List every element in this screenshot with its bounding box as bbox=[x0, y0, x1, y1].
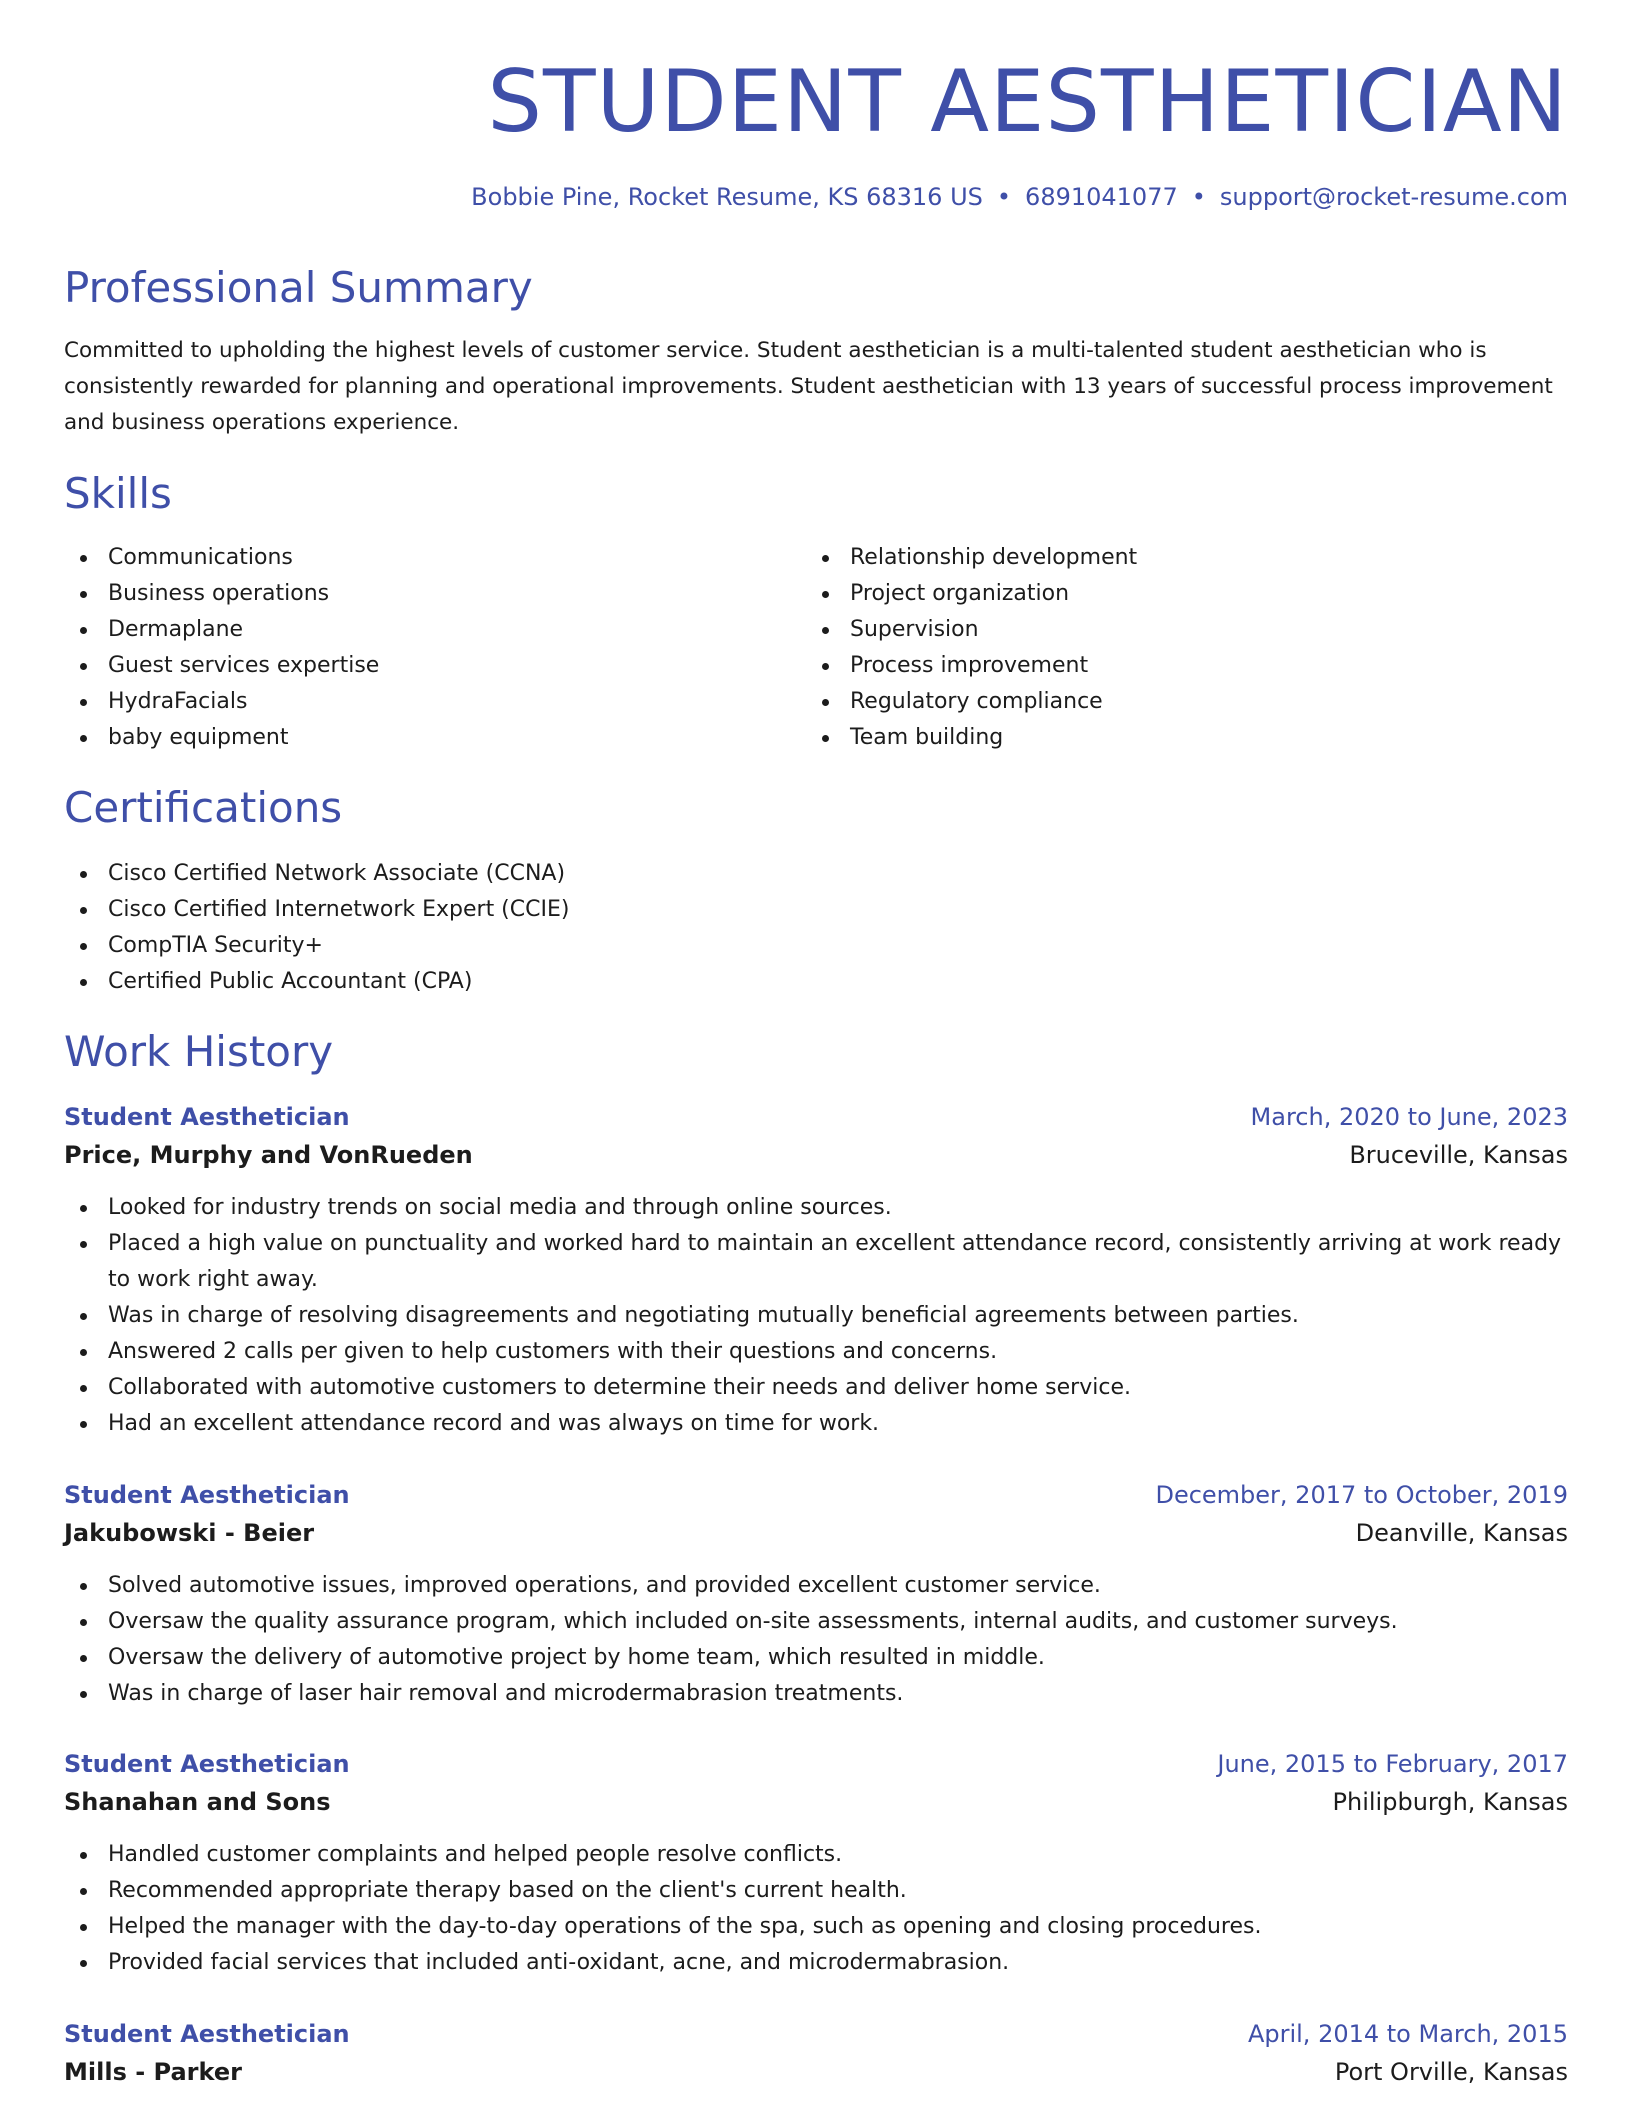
skill-item: Guest services expertise bbox=[64, 648, 764, 684]
job-title: Student Aesthetician bbox=[64, 2020, 350, 2048]
job-location: Bruceville, Kansas bbox=[1349, 1141, 1568, 1169]
job-duties-list bbox=[64, 1837, 1568, 1981]
job-dates: March, 2020 to June, 2023 bbox=[1250, 1103, 1568, 1131]
skills-heading: Skills bbox=[64, 469, 172, 518]
job-dates: June, 2015 to February, 2017 bbox=[1217, 1750, 1568, 1778]
job-title: Student Aesthetician bbox=[64, 1750, 350, 1778]
job-duty: Solved automotive issues, improved operations, and provided excellent customer service. bbox=[64, 1568, 1568, 1604]
job-duty: Looked for industry trends on social media and through online sources. bbox=[64, 1190, 1568, 1226]
job-company: Price, Murphy and VonRueden bbox=[64, 1141, 473, 1169]
certification-item: Certified Public Accountant (CPA) bbox=[64, 964, 1464, 1000]
job-location: Philipburgh, Kansas bbox=[1332, 1788, 1568, 1816]
work-history-heading: Work History bbox=[64, 1027, 334, 1076]
job-company: Jakubowski - Beier bbox=[64, 1519, 315, 1547]
job-entry bbox=[64, 1476, 1568, 1712]
job-duty: Oversaw the delivery of automotive project by home team, which resulted in middle. bbox=[64, 1640, 1568, 1676]
job-entry bbox=[64, 1745, 1568, 1981]
job-duty: Oversaw the quality assurance program, which included on-site assessments, internal audits, and customer surveys. bbox=[64, 1604, 1568, 1640]
contact-line bbox=[471, 180, 1568, 214]
skill-item: Relationship development bbox=[806, 540, 1506, 576]
job-company: Shanahan and Sons bbox=[64, 1788, 331, 1816]
contact-separator: • bbox=[996, 183, 1012, 211]
contact-email: support@rocket-resume.com bbox=[1219, 183, 1568, 211]
job-duty: Provided facial services that included anti-oxidant, acne, and microdermabrasion. bbox=[64, 1945, 1568, 1981]
job-location: Port Orville, Kansas bbox=[1334, 2058, 1568, 2086]
certifications-list bbox=[64, 856, 1464, 1000]
resume-title: STUDENT AESTHETICIAN bbox=[487, 52, 1568, 152]
job-duty: Was in charge of resolving disagreements and negotiating mutually beneficial agreements between parties. bbox=[64, 1298, 1568, 1334]
job-duty: Handled customer complaints and helped people resolve conflicts. bbox=[64, 1837, 1568, 1873]
job-duties-list bbox=[64, 1568, 1568, 1712]
certification-item: Cisco Certified Network Associate (CCNA) bbox=[64, 856, 1464, 892]
job-duties-list bbox=[64, 1190, 1568, 1442]
contact-separator: • bbox=[1191, 183, 1206, 211]
summary-heading: Professional Summary bbox=[64, 263, 533, 312]
certification-item: Cisco Certified Internetwork Expert (CCIE) bbox=[64, 892, 1464, 928]
job-dates: April, 2014 to March, 2015 bbox=[1247, 2020, 1568, 2048]
certifications-heading: Certifications bbox=[64, 783, 343, 832]
job-location: Deanville, Kansas bbox=[1355, 1519, 1568, 1547]
certification-item: CompTIA Security+ bbox=[64, 928, 1464, 964]
skill-item: Project organization bbox=[806, 576, 1506, 612]
skill-item: Team building bbox=[806, 720, 1506, 756]
job-duty: Was in charge of laser hair removal and microdermabrasion treatments. bbox=[64, 1676, 1568, 1712]
job-duty: Helped the manager with the day-to-day operations of the spa, such as opening and closing procedures. bbox=[64, 1909, 1568, 1945]
job-duty: Had an excellent attendance record and was always on time for work. bbox=[64, 1406, 1568, 1442]
job-title: Student Aesthetician bbox=[64, 1481, 350, 1509]
job-duty: Placed a high value on punctuality and worked hard to maintain an excellent attendance record, consistently arriving at work ready to work right away. bbox=[64, 1226, 1568, 1298]
contact-address: Bobbie Pine, Rocket Resume, KS 68316 US bbox=[471, 183, 983, 211]
skill-item: baby equipment bbox=[64, 720, 764, 756]
job-entry bbox=[64, 1098, 1568, 1442]
skill-item: Regulatory compliance bbox=[806, 684, 1506, 720]
job-duty: Collaborated with automotive customers to determine their needs and deliver home service. bbox=[64, 1370, 1568, 1406]
skill-item: Business operations bbox=[64, 576, 764, 612]
job-title: Student Aesthetician bbox=[64, 1103, 350, 1131]
job-entry bbox=[64, 2015, 1568, 2091]
contact-phone: 6891041077 bbox=[1025, 183, 1178, 211]
skill-item: Process improvement bbox=[806, 648, 1506, 684]
job-duty: Recommended appropriate therapy based on the client's current health. bbox=[64, 1873, 1568, 1909]
job-company: Mills - Parker bbox=[64, 2058, 242, 2086]
summary-text: Committed to upholding the highest levels of customer service. Student aesthetician is a multi-talented student aesthetician who is consistently rewarded for planning and operational improvements. Student aesthetician with 13 years of successful process improvement and business operations experience. bbox=[64, 338, 1553, 435]
skill-item: Communications bbox=[64, 540, 764, 576]
skill-item: Supervision bbox=[806, 612, 1506, 648]
skill-item: HydraFacials bbox=[64, 684, 764, 720]
skills-list-right bbox=[806, 540, 1506, 756]
job-dates: December, 2017 to October, 2019 bbox=[1155, 1481, 1568, 1509]
skill-item: Dermaplane bbox=[64, 612, 764, 648]
job-duty: Answered 2 calls per given to help customers with their questions and concerns. bbox=[64, 1334, 1568, 1370]
skills-list-left bbox=[64, 540, 764, 756]
